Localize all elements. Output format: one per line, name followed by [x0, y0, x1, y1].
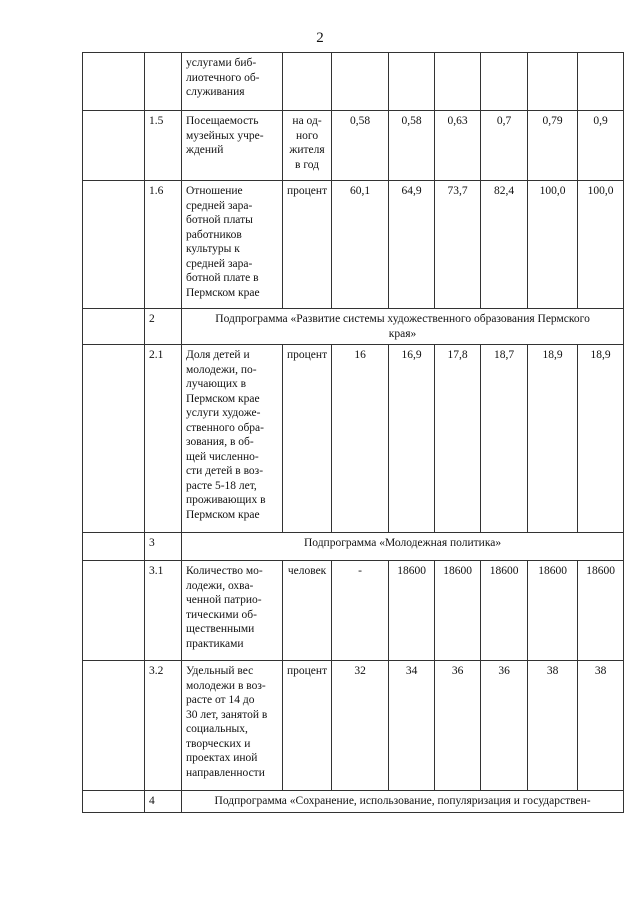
row-number: 3 — [145, 533, 182, 561]
table-row — [83, 111, 624, 181]
value-cell: 18600 — [528, 561, 578, 661]
left-margin-cell — [83, 345, 145, 533]
value-cell — [481, 53, 528, 111]
indicators-table — [82, 52, 624, 813]
indicator-name: Посещаемость музейных учре- ждений — [182, 111, 283, 181]
subprogram-row — [83, 791, 624, 813]
left-margin-cell — [83, 561, 145, 661]
subprogram-title: Подпрограмма «Развитие системы художественного образования Пермского края» — [182, 309, 624, 345]
value-cell: 0,9 — [578, 111, 624, 181]
value-cell — [528, 53, 578, 111]
left-margin-cell — [83, 661, 145, 791]
subprogram-title: Подпрограмма «Молодежная политика» — [182, 533, 624, 561]
value-cell: 18600 — [481, 561, 528, 661]
value-cell: 38 — [578, 661, 624, 791]
value-cell: 36 — [481, 661, 528, 791]
unit-cell: процент — [283, 345, 332, 533]
row-number: 2 — [145, 309, 182, 345]
subprogram-row — [83, 309, 624, 345]
row-number: 4 — [145, 791, 182, 813]
subprogram-row — [83, 533, 624, 561]
value-cell: 100,0 — [578, 181, 624, 309]
indicator-name: услугами биб- лиотечного об- служивания — [182, 53, 283, 111]
value-cell — [435, 53, 481, 111]
value-cell: 0,63 — [435, 111, 481, 181]
value-cell: - — [332, 561, 389, 661]
left-margin-cell — [83, 533, 145, 561]
indicator-name: Количество мо- лодежи, охва- ченной патрио- тическими об- щественными практиками — [182, 561, 283, 661]
value-cell: 16 — [332, 345, 389, 533]
table-row — [83, 661, 624, 791]
left-margin-cell — [83, 309, 145, 345]
table-row — [83, 53, 624, 111]
table-body — [83, 53, 624, 813]
value-cell — [578, 53, 624, 111]
unit-cell — [283, 53, 332, 111]
value-cell: 18600 — [578, 561, 624, 661]
value-cell: 17,8 — [435, 345, 481, 533]
left-margin-cell — [83, 791, 145, 813]
value-cell: 0,58 — [332, 111, 389, 181]
value-cell: 18,9 — [528, 345, 578, 533]
value-cell: 18600 — [389, 561, 435, 661]
indicator-name: Доля детей и молодежи, по- лучающих в Пермском крае услуги художе- ственного обра- зования, в об- щей численно- сти детей в воз- расте 5-18 лет, проживающих в Пермском крае — [182, 345, 283, 533]
value-cell — [332, 53, 389, 111]
table-row — [83, 181, 624, 309]
row-number: 1.5 — [145, 111, 182, 181]
value-cell: 16,9 — [389, 345, 435, 533]
value-cell: 32 — [332, 661, 389, 791]
row-number: 1.6 — [145, 181, 182, 309]
value-cell: 82,4 — [481, 181, 528, 309]
subprogram-title: Подпрограмма «Сохранение, использование, популяризация и государствен- — [182, 791, 624, 813]
left-margin-cell — [83, 53, 145, 111]
value-cell: 73,7 — [435, 181, 481, 309]
value-cell: 0,58 — [389, 111, 435, 181]
table-row — [83, 561, 624, 661]
unit-cell: человек — [283, 561, 332, 661]
value-cell: 100,0 — [528, 181, 578, 309]
value-cell: 18,9 — [578, 345, 624, 533]
row-number: 2.1 — [145, 345, 182, 533]
value-cell: 34 — [389, 661, 435, 791]
row-number: 3.1 — [145, 561, 182, 661]
unit-cell: процент — [283, 661, 332, 791]
value-cell: 0,79 — [528, 111, 578, 181]
indicator-name: Удельный вес молодежи в воз- расте от 14 до 30 лет, занятой в социальных, творческих и проектах иной направленности — [182, 661, 283, 791]
value-cell: 0,7 — [481, 111, 528, 181]
left-margin-cell — [83, 111, 145, 181]
unit-cell: процент — [283, 181, 332, 309]
value-cell: 60,1 — [332, 181, 389, 309]
value-cell: 36 — [435, 661, 481, 791]
value-cell: 18,7 — [481, 345, 528, 533]
left-margin-cell — [83, 181, 145, 309]
value-cell: 64,9 — [389, 181, 435, 309]
table-row — [83, 345, 624, 533]
value-cell — [389, 53, 435, 111]
value-cell: 18600 — [435, 561, 481, 661]
page-number: 2 — [316, 30, 324, 46]
row-number: 3.2 — [145, 661, 182, 791]
indicator-name: Отношение средней зара- ботной платы работников культуры к средней зара- ботной плате в Пермском крае — [182, 181, 283, 309]
value-cell: 38 — [528, 661, 578, 791]
row-number — [145, 53, 182, 111]
unit-cell: на од- ного жителя в год — [283, 111, 332, 181]
